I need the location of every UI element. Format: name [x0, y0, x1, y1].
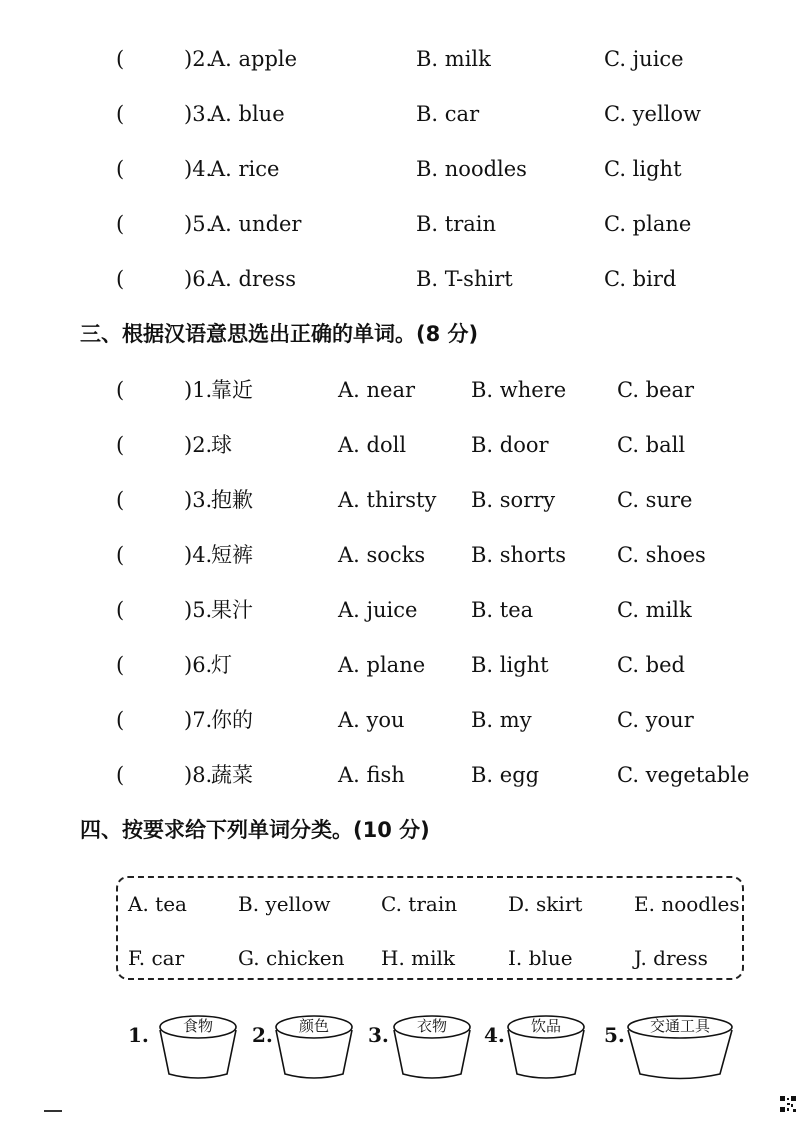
chinese-meaning: 抱歉 [211, 488, 253, 512]
chinese-meaning: 灯 [211, 653, 232, 677]
option-c: C. juice [604, 47, 684, 71]
option-b: B. T-shirt [416, 267, 513, 291]
bucket-label: 衣物 [416, 1017, 447, 1035]
bucket-label: 食物 [182, 1017, 213, 1035]
bucket-transport[interactable] [624, 1012, 736, 1080]
chinese-meaning: 短裤 [211, 543, 253, 567]
question-number: )3. [184, 102, 213, 126]
option-c: C. bed [617, 653, 685, 677]
answer-blank[interactable]: ( [116, 212, 125, 236]
option-a: A. plane [338, 653, 426, 677]
chinese-meaning: 蔬菜 [211, 763, 253, 787]
option-a: A. blue [210, 102, 285, 126]
answer-blank[interactable]: ( [116, 598, 125, 622]
option-a: A. dress [210, 267, 296, 291]
option-b: B. noodles [416, 157, 527, 181]
option-a: A. fish [338, 763, 405, 787]
question-row [0, 757, 800, 793]
chinese-meaning: 球 [211, 433, 232, 457]
option-a: A. juice [338, 598, 418, 622]
bucket-label: 饮品 [530, 1017, 561, 1035]
question-number: )7. [184, 708, 213, 732]
word-bank-item: H. milk [381, 946, 456, 970]
question-row [0, 537, 800, 573]
bucket-number: 5. [604, 1023, 625, 1047]
option-b: B. my [471, 708, 532, 732]
word-bank-item: I. blue [508, 946, 573, 970]
option-b: B. car [416, 102, 480, 126]
bucket-food[interactable] [156, 1012, 240, 1080]
question-row [0, 206, 800, 242]
option-b: B. where [471, 378, 567, 402]
option-b: B. egg [471, 763, 540, 787]
answer-blank[interactable]: ( [116, 543, 125, 567]
answer-blank[interactable]: ( [116, 102, 125, 126]
word-bank-item: B. yellow [238, 892, 331, 916]
option-a: A. socks [338, 543, 426, 567]
option-c: C. bird [604, 267, 677, 291]
bucket-clothes[interactable] [390, 1012, 474, 1080]
chinese-meaning: 果汁 [211, 598, 253, 622]
option-c: C. your [617, 708, 694, 732]
qr-code-icon [780, 1096, 796, 1112]
answer-blank[interactable]: ( [116, 708, 125, 732]
option-c: C. milk [617, 598, 692, 622]
bucket-label: 交通工具 [649, 1017, 710, 1035]
answer-blank[interactable]: ( [116, 433, 125, 457]
answer-blank[interactable]: ( [116, 47, 125, 71]
question-row [0, 702, 800, 738]
option-c: C. ball [617, 433, 686, 457]
answer-blank[interactable]: ( [116, 157, 125, 181]
option-b: B. shorts [471, 543, 566, 567]
bucket-color[interactable] [272, 1012, 356, 1080]
bucket-number: 1. [128, 1023, 149, 1047]
question-row [0, 261, 800, 297]
question-row [0, 647, 800, 683]
question-number: )6. [184, 653, 213, 677]
bucket-number: 2. [252, 1023, 273, 1047]
option-c: C. light [604, 157, 682, 181]
option-b: B. light [471, 653, 549, 677]
word-bank-item: J. dress [634, 946, 708, 970]
question-row [0, 372, 800, 408]
question-number: )3. [184, 488, 213, 512]
answer-blank[interactable]: ( [116, 267, 125, 291]
option-b: B. tea [471, 598, 534, 622]
section-4-heading: 四、按要求给下列单词分类。(10 分) [80, 818, 430, 842]
option-c: C. bear [617, 378, 695, 402]
question-number: )5. [184, 212, 213, 236]
word-bank-item: D. skirt [508, 892, 583, 916]
option-c: C. vegetable [617, 763, 750, 787]
option-c: C. sure [617, 488, 693, 512]
word-bank-item: E. noodles [634, 892, 740, 916]
option-c: C. yellow [604, 102, 702, 126]
chinese-meaning: 靠近 [211, 378, 253, 402]
word-bank-item: A. tea [128, 892, 187, 916]
question-number: )4. [184, 157, 213, 181]
question-number: )1. [184, 378, 213, 402]
bucket-label: 颜色 [298, 1017, 329, 1035]
word-bank-item: F. car [128, 946, 185, 970]
option-a: A. rice [210, 157, 280, 181]
chinese-meaning: 你的 [211, 708, 253, 732]
question-number: )5. [184, 598, 213, 622]
question-number: )2. [184, 47, 213, 71]
option-b: B. milk [416, 47, 491, 71]
option-a: A. apple [210, 47, 298, 71]
section-3-heading: 三、根据汉语意思选出正确的单词。(8 分) [80, 322, 479, 346]
option-a: A. doll [338, 433, 407, 457]
answer-blank[interactable]: ( [116, 653, 125, 677]
option-a: A. you [338, 708, 405, 732]
option-b: B. door [471, 433, 549, 457]
question-number: )2. [184, 433, 213, 457]
question-row [0, 482, 800, 518]
word-bank-item: G. chicken [238, 946, 345, 970]
option-c: C. plane [604, 212, 692, 236]
question-row [0, 151, 800, 187]
question-row [0, 592, 800, 628]
question-row [0, 41, 800, 77]
question-number: )4. [184, 543, 213, 567]
footer-dash [44, 1110, 62, 1112]
question-number: )6. [184, 267, 213, 291]
question-number: )8. [184, 763, 213, 787]
option-a: A. under [210, 212, 302, 236]
option-b: B. sorry [471, 488, 556, 512]
option-a: A. near [338, 378, 416, 402]
answer-blank[interactable]: ( [116, 488, 125, 512]
question-row [0, 96, 800, 132]
question-row [0, 427, 800, 463]
word-bank-item: C. train [381, 892, 458, 916]
word-bank-box [116, 876, 744, 980]
bucket-drinks[interactable] [504, 1012, 588, 1080]
answer-blank[interactable]: ( [116, 763, 125, 787]
option-a: A. thirsty [338, 488, 437, 512]
option-c: C. shoes [617, 543, 706, 567]
option-b: B. train [416, 212, 497, 236]
answer-blank[interactable]: ( [116, 378, 125, 402]
bucket-number: 4. [484, 1023, 505, 1047]
bucket-number: 3. [368, 1023, 389, 1047]
